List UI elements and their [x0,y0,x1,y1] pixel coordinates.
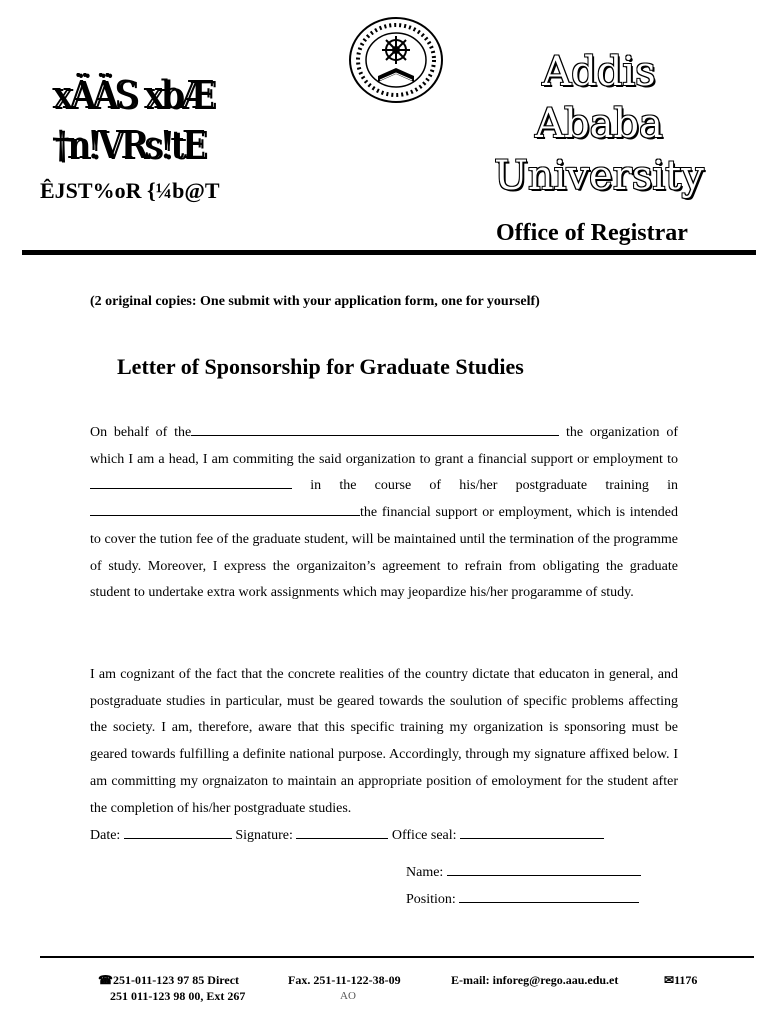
envelope-icon: ✉ [664,973,675,987]
office-name: Office of Registrar [496,220,688,246]
pobox-number: 1176 [674,973,698,987]
footer-phone [98,973,239,988]
name-row [406,862,641,881]
signature-line [90,825,604,844]
date-field[interactable] [124,825,232,839]
organization-name-field[interactable] [191,422,559,436]
university-seal-icon [348,16,444,104]
position-label: Position: [406,892,456,907]
sponsorship-paragraph-1 [90,420,678,607]
paragraph1-text-1: On behalf of the [90,425,192,440]
name-field[interactable] [447,862,641,876]
position-field[interactable] [459,889,639,903]
university-name-line-1: Addis [542,49,656,95]
name-label: Name: [406,865,444,880]
footer-divider [40,956,754,958]
sponsorship-paragraph-2: I am cognizant of the fact that the concrete realities of the country dictate that educaton in general, and postgraduate studies in particular, must be geared towards the soulution of specific problems affecting the society. I am, therefore, aware that this specific training my organization is sponsoring must be geared towards fulfilling a definite national purpose. Accordingly, through my signature affixed below. I am committing my orgnaizaton to maintain an appropriate position of emoloyment for the student after the completion of his/her postgraduate studies. [90,667,678,816]
university-name [484,46,714,202]
signature-field[interactable] [296,825,388,839]
footer-pobox [664,973,697,988]
paragraph1-text-4: the financial support or employment, which is intended to cover the tution fee of the graduate student, will be maintained until the termination of the programme of study. Moreover, I express the organizaiton’s agreement to refrain from obligating the graduate student to undertake extra work assignments which may jeopardize his/her progaramme of study. [90,505,678,601]
paragraph1-text-3: in the course of his/her postgraduate training in [292,478,678,494]
telephone-icon: ☎ [98,973,113,987]
header-divider [22,250,756,255]
university-name-line-3: University [494,153,704,199]
student-name-field[interactable] [90,475,292,489]
phone-direct: 251-011-123 97 85 Direct [112,973,240,987]
amharic-name-line-2: †n!VRs!tE [52,123,205,167]
footer-phone-ext: 251 011-123 98 00, Ext 267 [110,989,246,1003]
footer-fax: Fax. 251-11-122-38-09 [288,973,401,987]
office-seal-field[interactable] [460,825,604,839]
copies-note: (2 original copies: One submit with your application form, one for yourself) [90,294,540,309]
amharic-office-name: ÊJST%oR {¼b@T [40,178,220,203]
date-label: Date: [90,828,121,843]
amharic-name-line-1: xÄÄS xbÆ [52,73,213,117]
amharic-university-name [52,70,273,170]
signature-label: Signature: [235,828,293,843]
office-seal-label: Office seal: [391,828,457,843]
program-field[interactable] [90,502,360,516]
paragraph1-text-2: the organization of which I am a head, I am commiting the said organization to grant a financial support or employment to [90,425,678,467]
letter-title: Letter of Sponsorship for Graduate Studies [117,354,524,379]
university-name-line-2: Ababa [535,101,663,147]
footer-email: E-mail: inforeg@rego.aau.edu.et [451,973,619,987]
position-row [406,889,639,908]
footer-ao-mark: AO [340,990,356,1002]
